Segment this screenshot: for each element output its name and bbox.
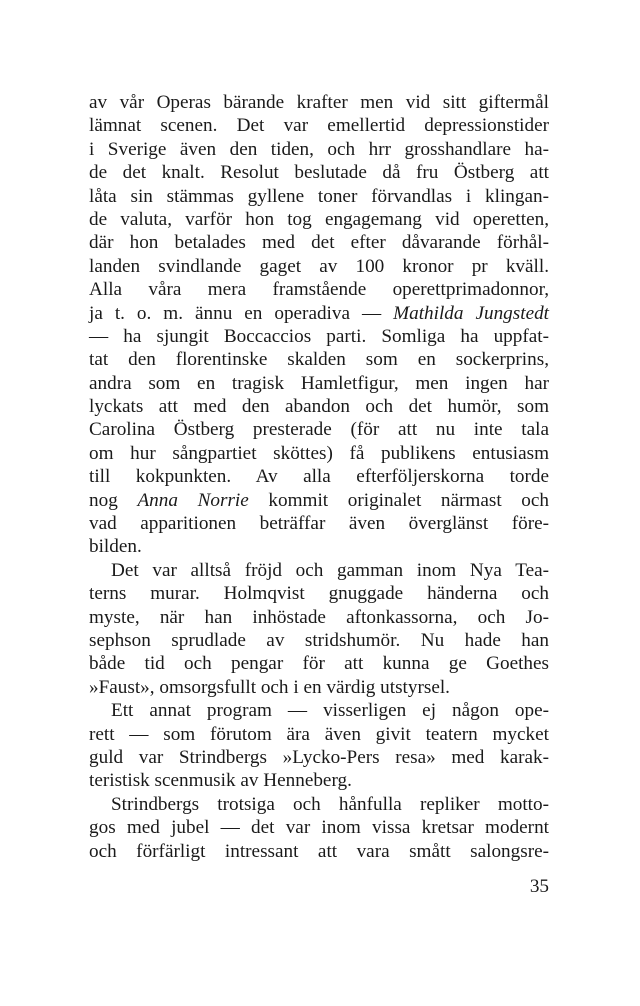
text-segment: både tid och pengar för att kunna ge Goethes [89,653,549,675]
text-segment: Strindbergs trotsiga och hånfulla repliker motto- [111,793,549,815]
text-line [89,465,549,488]
text-segment: ja t. o. m. ännu en operadiva — [89,302,394,324]
body-text [89,91,549,863]
text-line [89,793,549,816]
text-line [89,606,549,629]
text-segment: lyckats att med den abandon och det humör, som [89,396,549,418]
text-line [89,746,549,769]
text-segment: nog [89,489,138,511]
text-line [89,629,549,652]
text-segment: andra som en tragisk Hamletfigur, men ingen har [89,372,549,394]
text-line [89,652,549,675]
text-line [89,676,549,699]
text-line [89,231,549,254]
text-line [89,418,549,441]
text-line [89,535,549,558]
text-line [89,582,549,605]
text-line [89,302,549,325]
text-segment: sephson sprudlade av stridshumör. Nu hade han [89,629,549,651]
text-line [89,138,549,161]
text-segment: terns murar. Holmqvist gnuggade händerna och [89,583,549,605]
text-line [89,255,549,278]
text-segment: till kokpunkten. Av alla efterföljerskorna torde [89,466,549,488]
text-line [89,559,549,582]
text-segment: om hur sångpartiet sköttes) få publikens entusiasm [89,442,549,464]
text-line [89,208,549,231]
text-segment: lämnat scenen. Det var emellertid depressionstider [89,115,549,137]
text-segment: landen svindlande gaget av 100 kronor pr kväll. [89,255,549,277]
text-line [89,161,549,184]
text-segment: och förfärligt intressant att vara smått salongsre- [89,840,549,862]
text-line [89,512,549,535]
text-segment: låta sin stämmas gyllene toner förvandlas i klingan- [89,185,549,207]
text-segment: guld var Strindbergs »Lycko-Pers resa» med karak- [89,746,549,768]
text-segment: i Sverige även den tiden, och hrr grosshandlare ha- [89,138,549,160]
text-line [89,278,549,301]
text-line [89,395,549,418]
text-segment: de det knalt. Resolut beslutade då fru Östberg att [89,162,549,184]
text-segment: av vår Operas bärande krafter men vid sitt giftermål [89,92,549,113]
text-line [89,489,549,512]
text-segment: Det var alltså fröjd och gamman inom Nya Tea- [111,559,549,581]
text-segment: bilden. [89,536,142,558]
page-number: 35 [529,876,549,897]
text-line [89,442,549,465]
text-line [89,185,549,208]
text-segment: rett — som förutom ära även givit teatern mycket [89,723,549,745]
text-segment: myste, när han inhöstade aftonkassorna, och Jo- [89,606,549,628]
text-segment: tat den florentinske skalden som en sockerprins, [89,349,549,371]
text-segment: där hon betalades med det efter dåvarande förhål- [89,232,549,254]
text-line [89,699,549,722]
text-segment: teristisk scenmusik av Henneberg. [89,770,352,792]
text-line [89,769,549,792]
italic-name: Mathilda Jungstedt [393,302,550,324]
text-line [89,372,549,395]
text-segment: »Faust», omsorgsfullt och i en värdig utstyrsel. [89,676,450,698]
text-line [89,91,549,114]
text-line [89,723,549,746]
text-segment: — ha sjungit Boccaccios parti. Somliga ha uppfat- [89,325,549,347]
text-segment: Alla våra mera framstående operettprimadonnor, [89,279,549,301]
italic-name: Anna Norrie [137,489,249,511]
text-line [89,114,549,137]
text-segment: kommit originalet närmast och [248,489,550,511]
text-segment: gos med jubel — det var inom vissa kretsar modernt [89,817,549,839]
text-line [89,325,549,348]
text-segment: de valuta, varför hon tog engagemang vid operetten, [89,208,549,230]
text-segment: Ett annat program — visserligen ej någon ope- [111,700,549,722]
text-segment: Carolina Östberg presterade (för att nu inte tala [89,419,549,441]
text-segment: vad apparitionen beträffar även överglänst före- [89,513,549,535]
text-line [89,348,549,371]
text-line [89,840,549,863]
text-line [89,816,549,839]
